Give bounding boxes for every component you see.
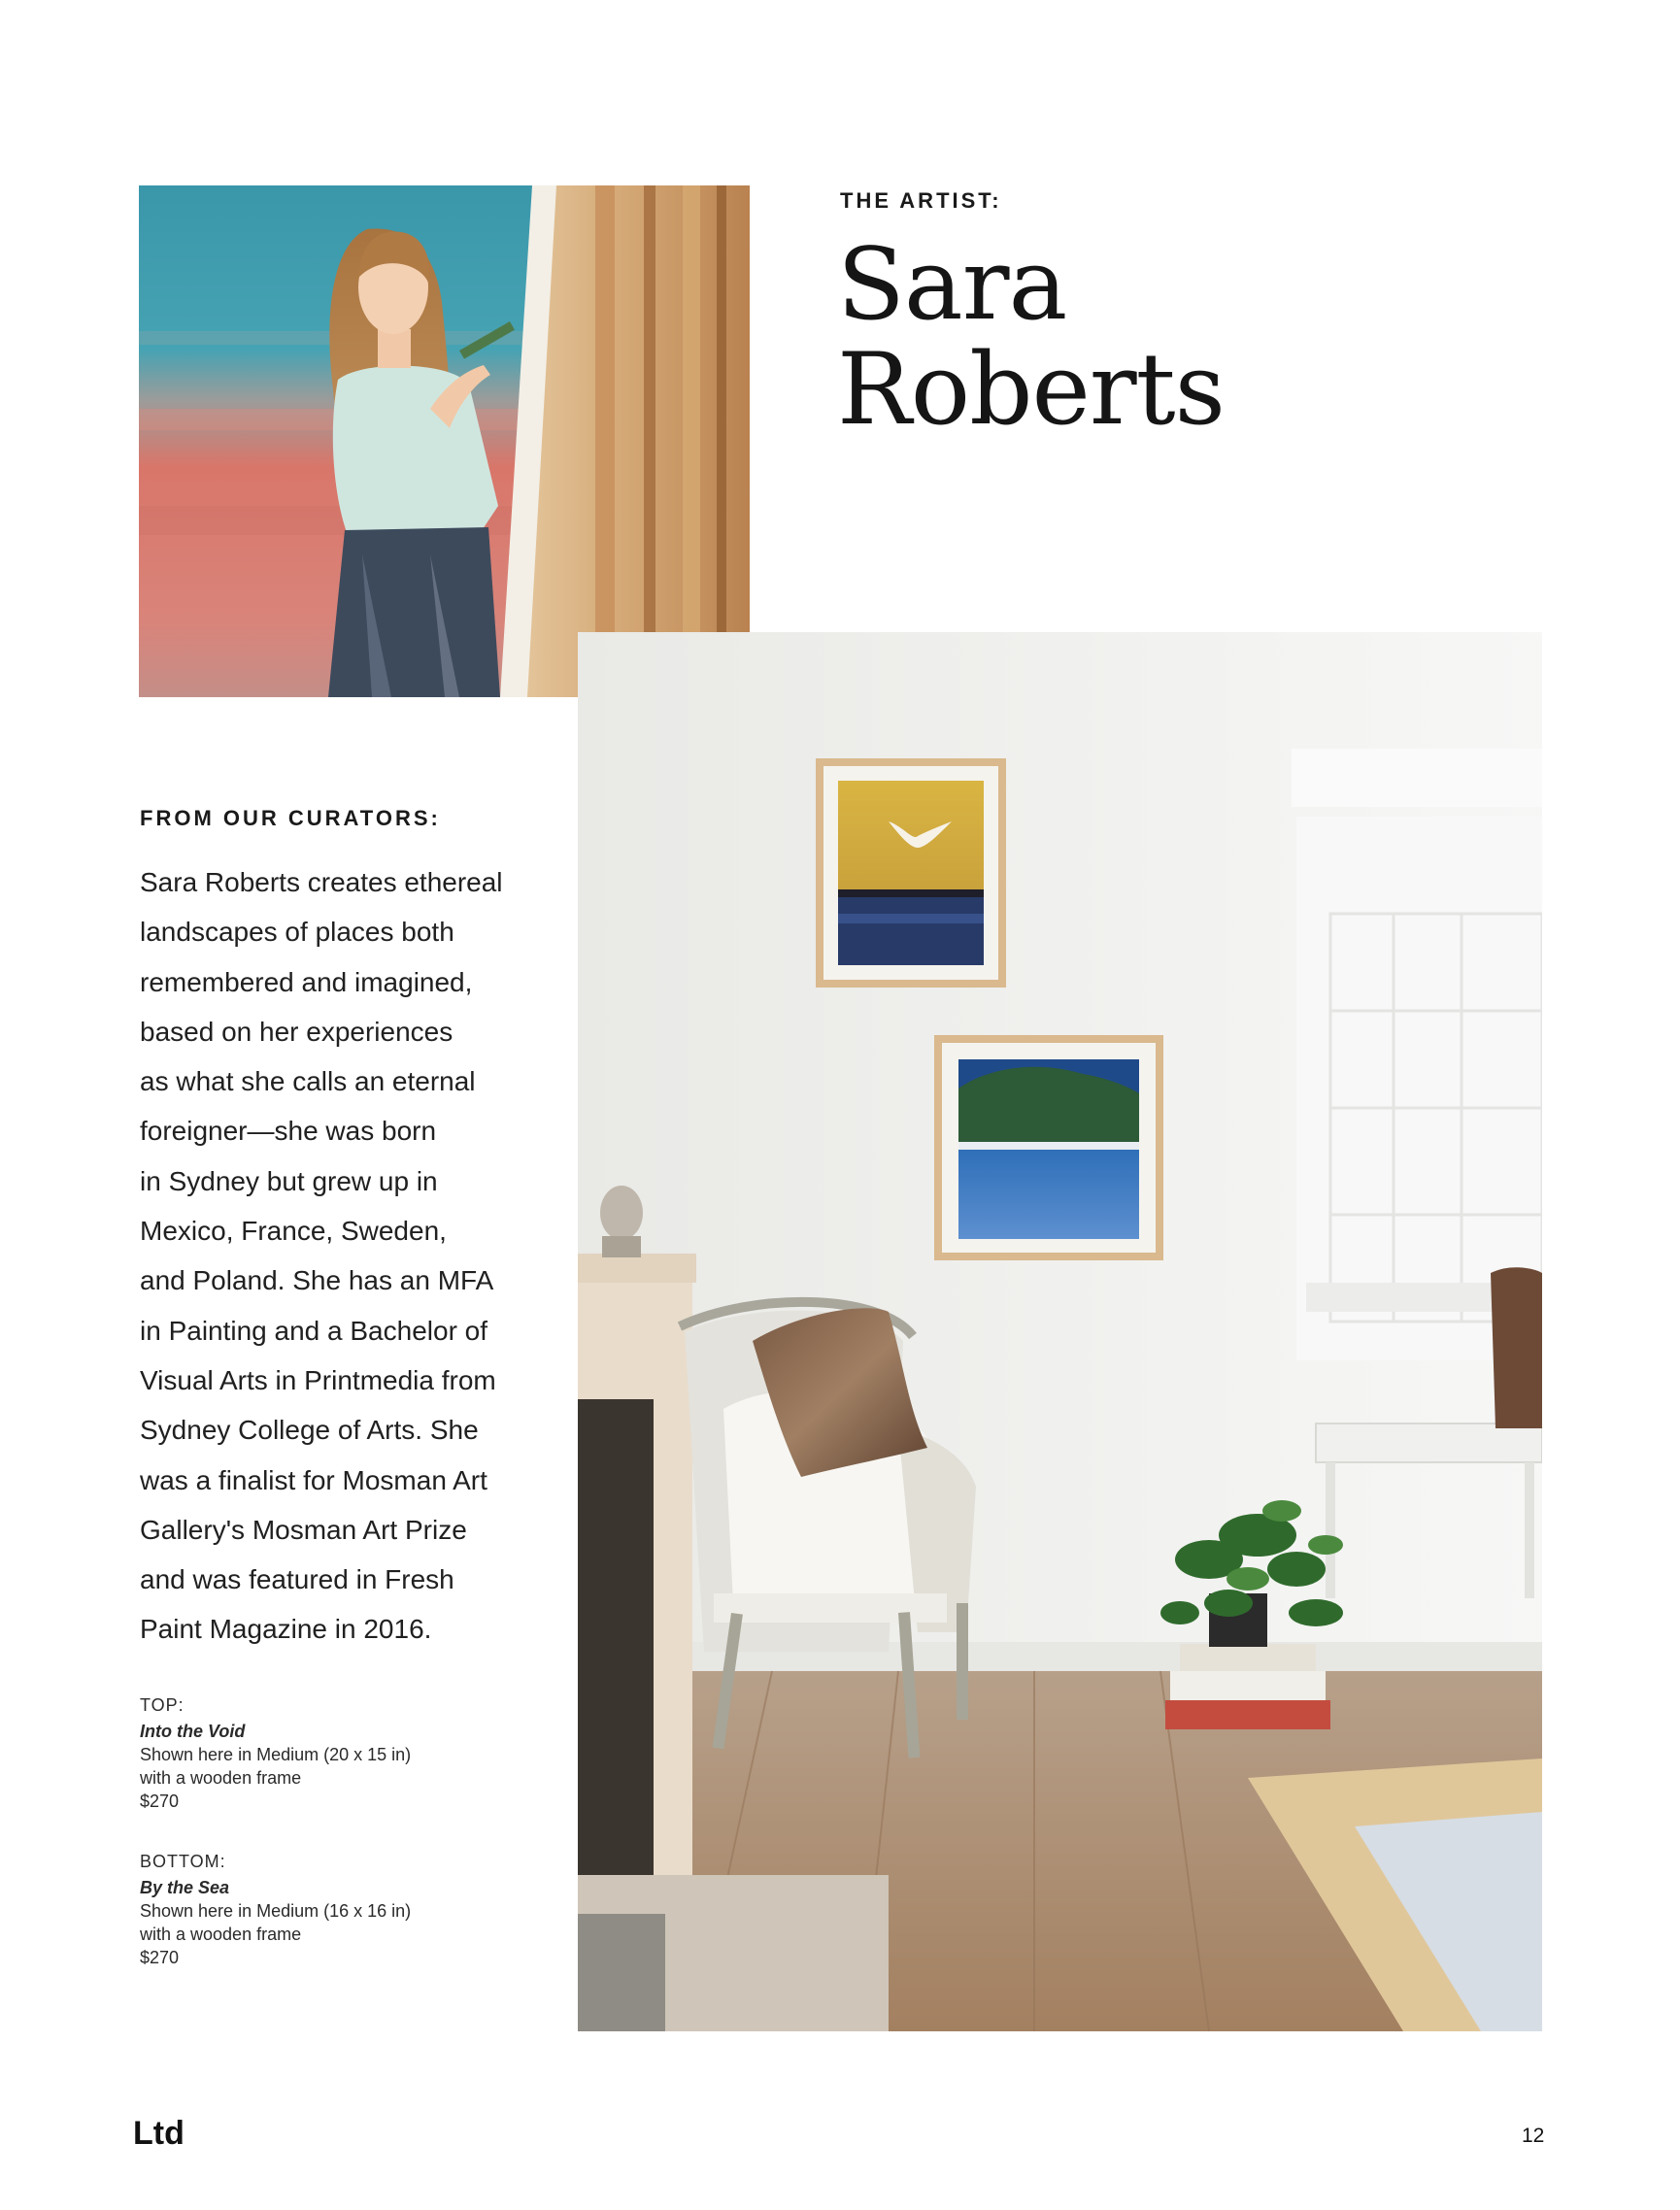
artwork-title: Into the Void xyxy=(140,1722,246,1741)
artwork-price: $270 xyxy=(140,1948,180,1967)
artwork-price: $270 xyxy=(140,1791,180,1811)
bio-line: Paint Magazine in 2016. xyxy=(140,1614,432,1645)
bio-line: Sara Roberts creates ethereal xyxy=(140,867,503,897)
artwork-title: By the Sea xyxy=(140,1878,230,1897)
brand-logo-text: Ltd xyxy=(133,2115,185,2152)
artist-last-name: Roberts xyxy=(837,332,1225,448)
page-number: 12 xyxy=(1522,2125,1545,2147)
bio-line: Mexico, France, Sweden, xyxy=(140,1216,447,1247)
bio-line: in Sydney but grew up in xyxy=(140,1165,438,1196)
bio-line: in Painting and a Bachelor of xyxy=(140,1315,488,1346)
caption-position-label: TOP: xyxy=(140,1695,185,1715)
artist-portrait xyxy=(139,185,750,697)
bio-line: based on her experiences xyxy=(140,1016,454,1047)
bio-line: remembered and imagined, xyxy=(140,966,473,997)
artist-name-heading xyxy=(837,227,1420,448)
bio-line: and Poland. She has an MFA xyxy=(140,1265,494,1296)
artwork-frame: with a wooden frame xyxy=(140,1768,302,1788)
artist-first-name: Sara xyxy=(837,227,1067,343)
artwork-frame: with a wooden frame xyxy=(140,1925,302,1944)
caption-bottom-artwork xyxy=(140,1850,548,1969)
artist-biography xyxy=(140,857,548,1655)
bio-line: Gallery's Mosman Art Prize xyxy=(140,1514,467,1545)
artist-section-label: THE ARTIST: xyxy=(840,188,1002,213)
curators-section-label: FROM OUR CURATORS: xyxy=(140,806,441,830)
bio-line: foreigner—she was born xyxy=(140,1116,437,1147)
bio-line: landscapes of places both xyxy=(140,917,454,948)
bio-line: and was featured in Fresh xyxy=(140,1564,454,1595)
bio-line: Sydney College of Arts. She xyxy=(140,1415,479,1446)
artwork-size: Shown here in Medium (16 x 16 in) xyxy=(140,1901,412,1921)
room-interior-photo xyxy=(578,632,1542,2031)
artwork-size: Shown here in Medium (20 x 15 in) xyxy=(140,1745,412,1764)
bio-line: as what she calls an eternal xyxy=(140,1066,476,1097)
caption-position-label: BOTTOM: xyxy=(140,1852,226,1871)
caption-top-artwork xyxy=(140,1693,548,1813)
bio-line: Visual Arts in Printmedia from xyxy=(140,1364,496,1395)
bio-line: was a finalist for Mosman Art xyxy=(140,1464,487,1495)
